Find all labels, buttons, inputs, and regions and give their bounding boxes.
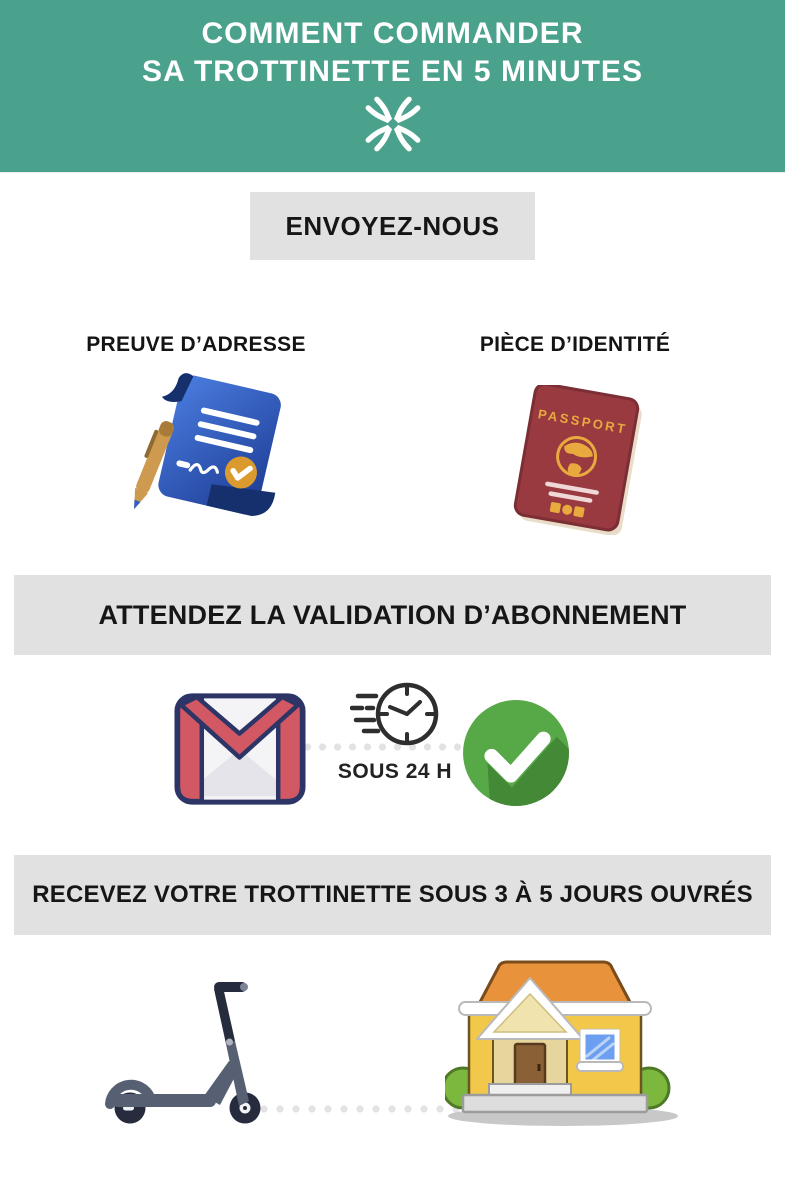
kick-scooter-icon (98, 978, 278, 1130)
header (0, 0, 785, 172)
step-banner-validation-label: ATTENDEZ LA VALIDATION D’ABONNEMENT (98, 599, 687, 630)
step-banner-receive (14, 855, 771, 935)
delay-caption: SOUS 24 H (337, 760, 453, 783)
fast-clock-icon (350, 674, 442, 754)
step-banner-validation (14, 575, 771, 655)
passport-cover-text: PASSPORT (536, 406, 629, 437)
gmail-envelope-icon (173, 691, 307, 807)
proof-of-address-label: PREUVE D’ADRESSE (86, 333, 306, 356)
dotted-connector-delivery (256, 1102, 470, 1116)
check-circle-icon (461, 698, 571, 808)
page-title-line-2: SA TROTTINETTE EN 5 MINUTES (142, 55, 643, 88)
signed-document-pen-icon (115, 373, 290, 533)
step-banner-send-label: ENVOYEZ-NOUS (285, 210, 500, 241)
step-banner-receive-label: RECEVEZ VOTRE TROTTINETTE SOUS 3 À 5 JOURS OUVRÉS (32, 881, 753, 908)
identity-document-label: PIÈCE D’IDENTITÉ (479, 333, 671, 356)
step-banner-send (250, 192, 535, 260)
page-title-line-1: COMMENT COMMANDER (201, 17, 584, 50)
house-icon (445, 950, 695, 1138)
passport-icon (502, 385, 657, 535)
knot-weave-icon (362, 93, 424, 155)
